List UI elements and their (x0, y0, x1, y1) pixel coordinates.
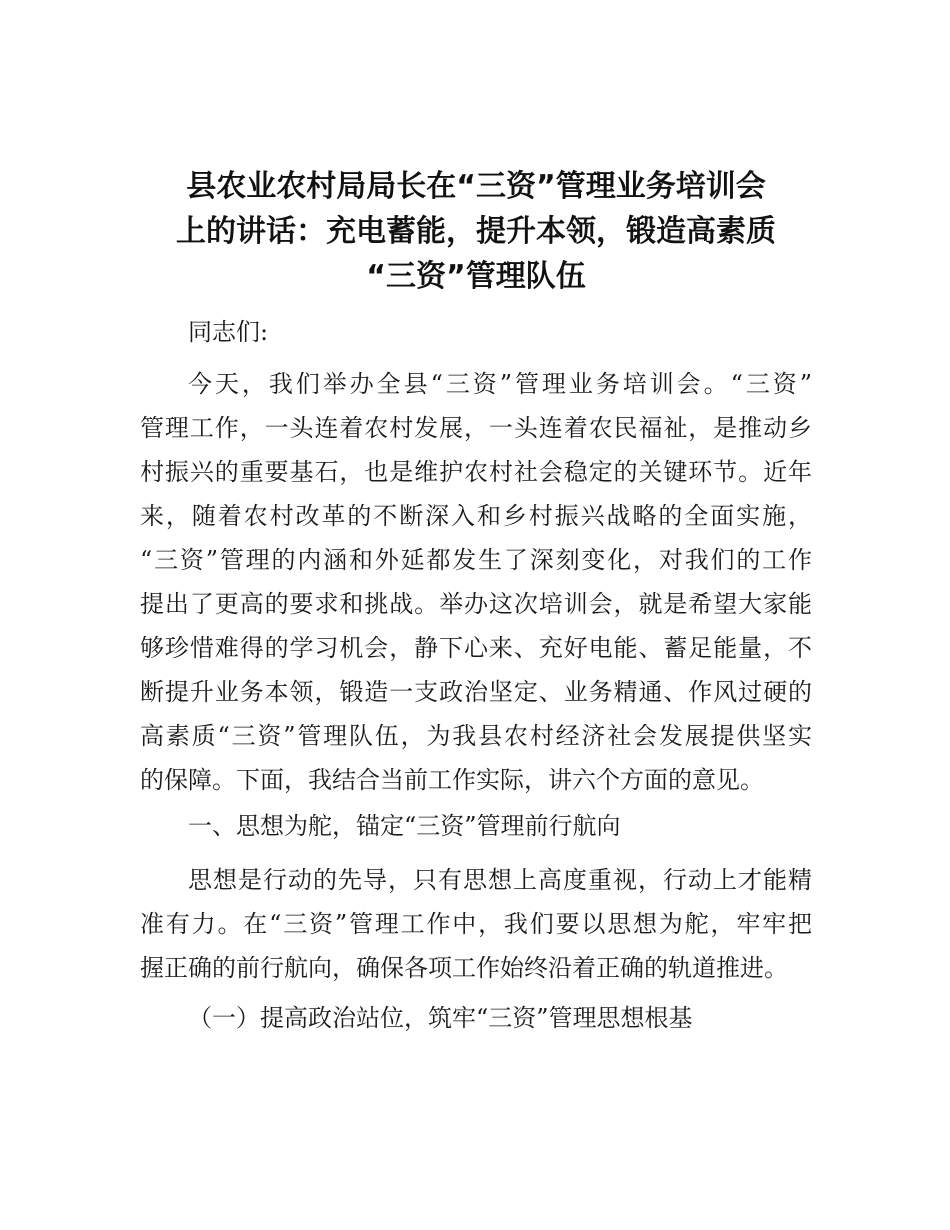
paragraph-line: 来，随着农村改革的不断深入和乡村振兴战略的全面实施， (140, 502, 812, 530)
paragraph-line: 今天，我们举办全县“三资”管理业务培训会。“三资” (188, 370, 812, 398)
subsection-heading-1: （一）提高政治站位，筑牢“三资”管理思想根基 (188, 1004, 693, 1032)
salutation: 同志们: (188, 318, 269, 346)
paragraph-line: 的保障。下面，我结合当前工作实际，讲六个方面的意见。 (140, 766, 764, 794)
document-title (140, 164, 812, 299)
paragraph-section-1 (140, 858, 812, 990)
paragraph-line: 思想是行动的先导，只有思想上高度重视，行动上才能精 (188, 866, 812, 894)
paragraph-line: 断提升业务本领，锻造一支政治坚定、业务精通、作风过硬的 (140, 678, 812, 706)
title-line-3: “三资”管理队伍 (366, 259, 586, 294)
paragraph-line: 管理工作，一头连着农村发展，一头连着农民福祉，是推动乡 (140, 414, 812, 442)
title-line-1: 县农业农村局局长在“三资”管理业务培训会 (186, 169, 766, 204)
paragraph-line: 高素质“三资”管理队伍，为我县农村经济社会发展提供坚实 (140, 722, 812, 750)
paragraph-line: 准有力。在“三资”管理工作中，我们要以思想为舵，牢牢把 (140, 910, 812, 938)
paragraph-intro (140, 362, 812, 802)
paragraph-line: 够珍惜难得的学习机会，静下心来、充好电能、蓄足能量，不 (140, 634, 812, 662)
paragraph-line: “三资”管理的内涵和外延都发生了深刻变化，对我们的工作 (140, 546, 812, 574)
paragraph-line: 握正确的前行航向，确保各项工作始终沿着正确的轨道推进。 (140, 954, 788, 982)
paragraph-line: 村振兴的重要基石，也是维护农村社会稳定的关键环节。近年 (140, 458, 812, 486)
paragraph-line: 提出了更高的要求和挑战。举办这次培训会，就是希望大家能 (140, 590, 812, 618)
title-line-2: 上的讲话：充电蓄能，提升本领，锻造高素质 (176, 214, 776, 249)
section-heading-1: 一、思想为舵，锚定“三资”管理前行航向 (188, 812, 621, 840)
